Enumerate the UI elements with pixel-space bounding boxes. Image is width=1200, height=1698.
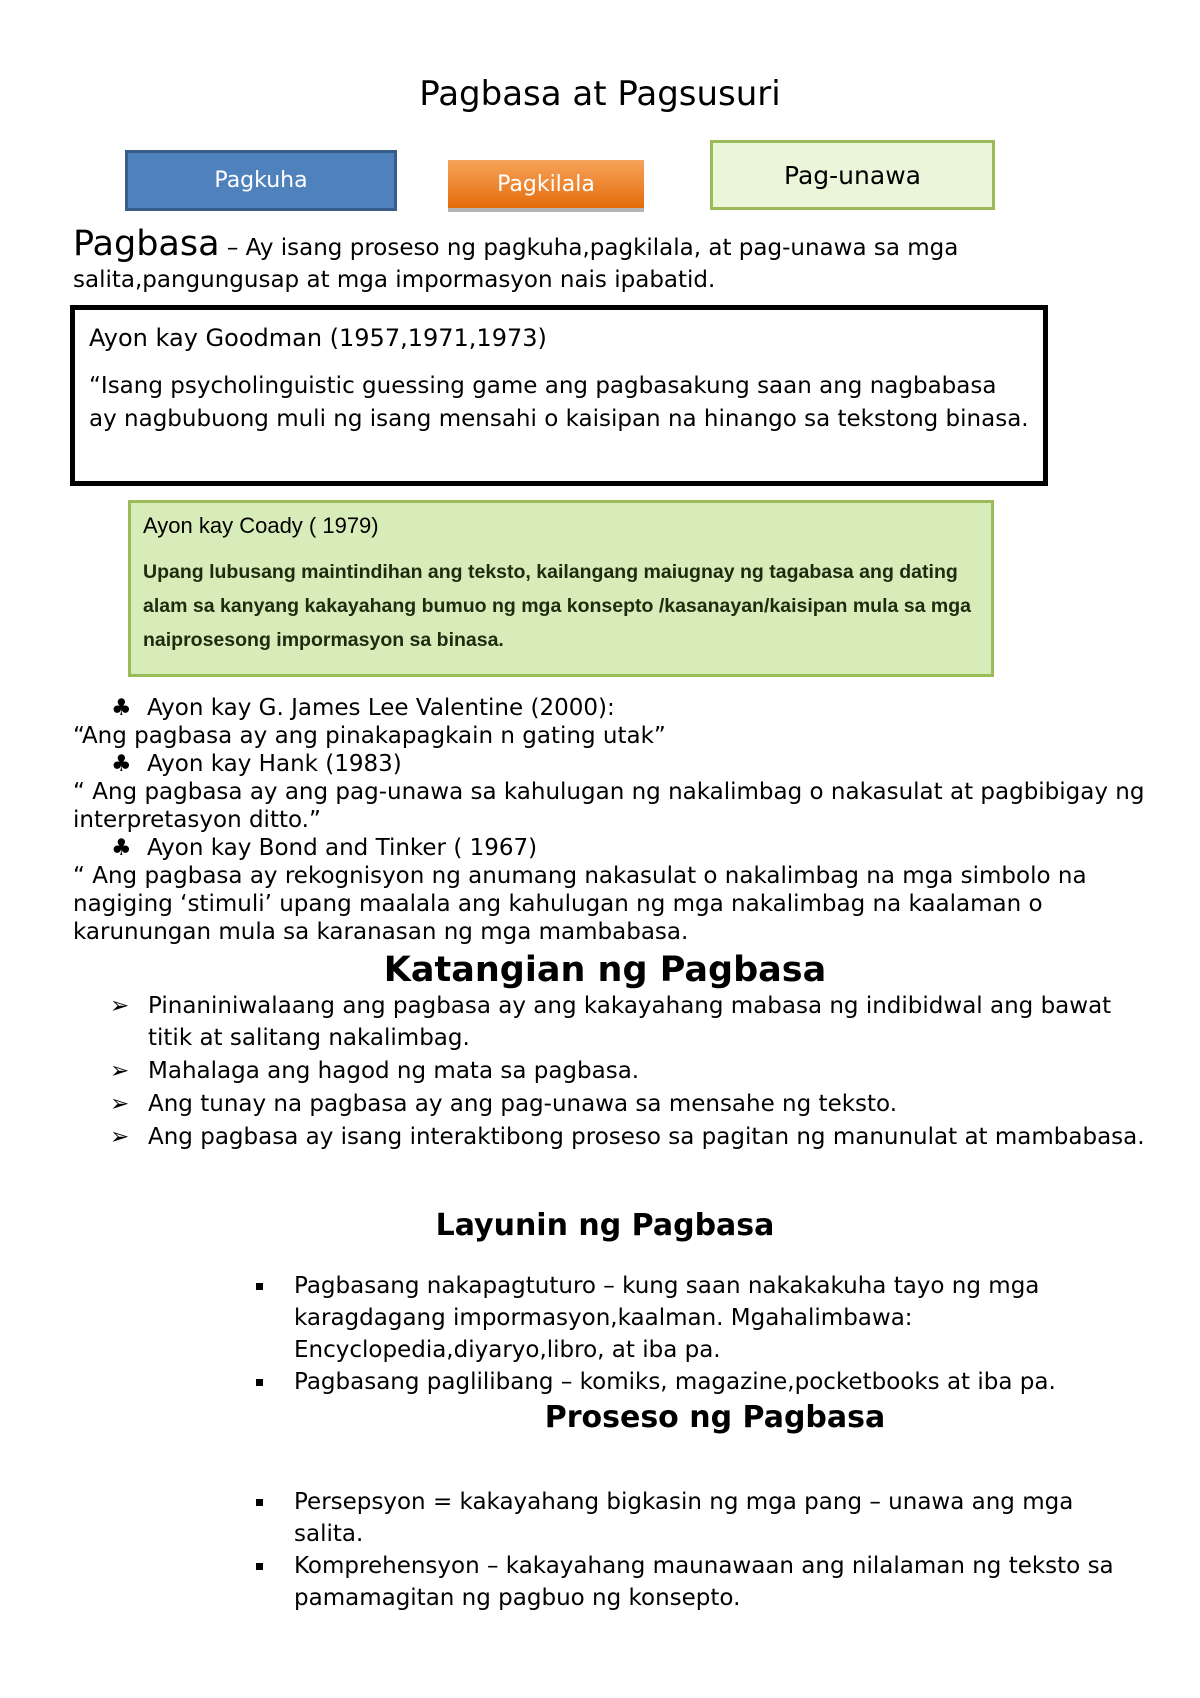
list-item: ➢ Ang pagbasa ay isang interaktibong proseso sa pagitan ng manunulat at mambabasa. [110,1121,1150,1153]
katangian-list [110,990,1150,1154]
layunin-list [254,1270,1144,1398]
quote-author: ♣ Ayon kay G. James Lee Valentine (2000): [111,695,615,721]
list-item: ➢ Pinaniniwalaang ang pagbasa ay ang kakayahang mabasa ng indibidwal ang bawat titik at salitang nakalimbag. [110,990,1150,1054]
quote-author: ♣ Ayon kay Hank (1983) [111,751,402,777]
arrow-bullet-icon: ➢ [110,1058,130,1084]
pagkuha-box: Pagkuha [125,150,397,211]
arrow-bullet-icon: ➢ [110,1091,130,1117]
quote-text: “ Ang pagbasa ay rekognisyon ng anumang nakasulat o nakalimbag na mga simbolo na nagiging ‘stimuli’ upang maalala ang kahulugan ng mga nakalimbag na kaalaman o karunungan mula sa karanasan ng mga mambabasa. [73,863,1087,945]
definition-text: – Ay isang proseso ng pagkuha,pagkilala, at pag-unawa sa mga salita,pangungusap at mga impormasyon nais ipabatid. [73,235,959,293]
square-bullet-icon [256,1379,263,1386]
quote-author: ♣ Ayon kay Bond and Tinker ( 1967) [111,835,538,861]
pag-unawa-box: Pag-unawa [710,140,995,210]
list-item: Persepsyon = kakayahang bigkasin ng mga pang – unawa ang mga salita. [254,1486,1144,1550]
arrow-bullet-icon: ➢ [110,1124,130,1150]
club-bullet-icon: ♣ [111,835,132,861]
definition-term: Pagbasa [73,224,220,264]
list-item: Pagbasang nakapagtuturo – kung saan nakakakuha tayo ng mga karagdagang impormasyon,kaalman. Mgahalimbawa: Encyclopedia,diyaryo,libro, at iba pa. [254,1270,1144,1366]
club-bullet-icon: ♣ [111,695,132,721]
quotes-section [73,694,1153,946]
goodman-heading: Ayon kay Goodman (1957,1971,1973) [89,324,547,352]
club-bullet-icon: ♣ [111,751,132,777]
list-item: ➢ Ang tunay na pagbasa ay ang pag-unawa sa mensahe ng teksto. [110,1088,1150,1120]
goodman-box [70,305,1048,486]
pagkilala-box: Pagkilala [448,160,644,212]
goodman-quote: “Isang psycholinguistic guessing game ang pagbasakung saan ang nagbabasa ay nagbubuong muli ng isang mensahi o kaisipan na hinango sa tekstong binasa. [89,373,1029,432]
coady-box [128,500,994,677]
square-bullet-icon [256,1563,263,1570]
page-title: Pagbasa at Pagsusuri [419,74,781,114]
layunin-heading: Layunin ng Pagbasa [435,1208,775,1243]
list-item: Pagbasang paglilibang – komiks, magazine,pocketbooks at iba pa. [254,1366,1144,1398]
list-item: Komprehensyon – kakayahang maunawaan ang nilalaman ng teksto sa pamamagitan ng pagbuo ng konsepto. [254,1550,1144,1614]
square-bullet-icon [256,1283,263,1290]
katangian-heading: Katangian ng Pagbasa [383,950,827,990]
coady-heading: Ayon kay Coady ( 1979) [143,513,379,538]
quote-text: “Ang pagbasa ay ang pinakapagkain n gating utak” [73,723,666,749]
list-item: ➢ Mahalaga ang hagod ng mata sa pagbasa. [110,1055,1150,1087]
square-bullet-icon [256,1499,263,1506]
proseso-list [254,1486,1144,1614]
proseso-heading: Proseso ng Pagbasa [544,1400,886,1435]
arrow-bullet-icon: ➢ [110,993,130,1019]
pagbasa-definition [73,224,1133,296]
quote-text: “ Ang pagbasa ay ang pag-unawa sa kahulugan ng nakalimbag o nakasulat at pagbibigay ng interpretasyon ditto.” [73,779,1145,833]
coady-quote: Upang lubusang maintindihan ang teksto, kailangang maiugnay ng tagabasa ang dating alam sa kanyang kakayahang bumuo ng mga konsepto /kasanayan/kaisipan mula sa mga naiprosesong impormasyon sa binasa. [143,561,971,651]
